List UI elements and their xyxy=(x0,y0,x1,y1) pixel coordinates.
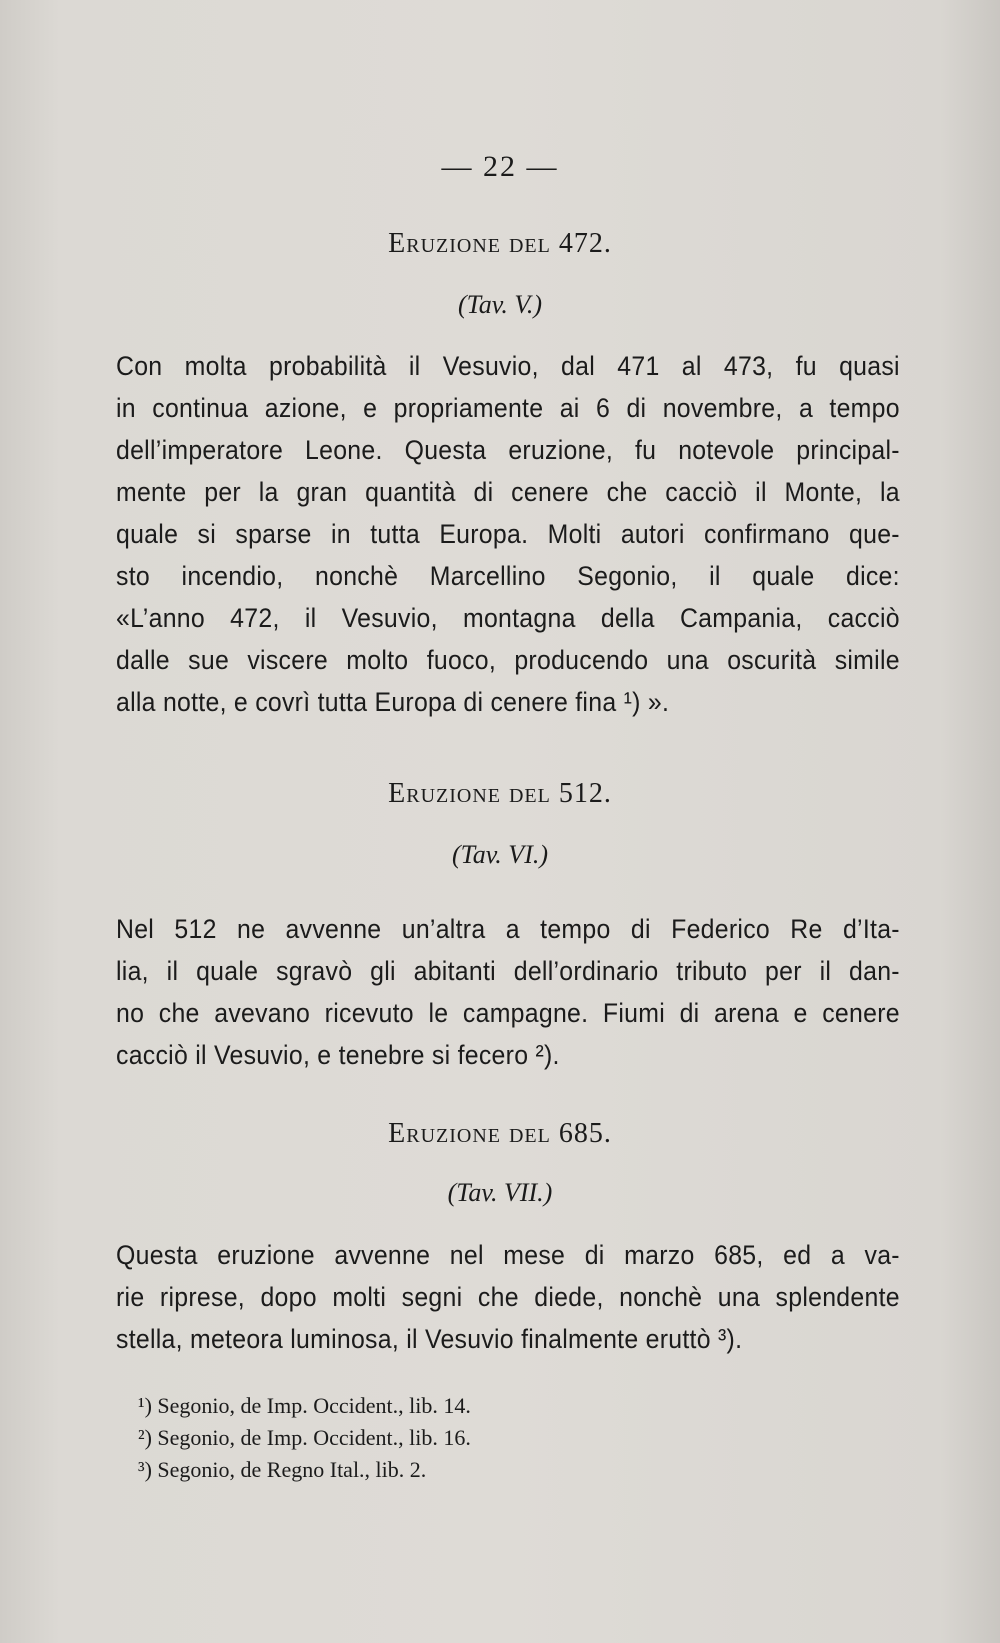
page-number: — 22 — xyxy=(441,150,559,183)
text-line: dalle sue viscere molto fuoco, producendo una oscurità simile xyxy=(116,645,900,675)
section-heading-685: Eruzione del 685. xyxy=(388,1118,612,1149)
section-heading-472: Eruzione del 472. xyxy=(388,228,612,259)
text-line: quale si sparse in tutta Europa. Molti autori confirmano que- xyxy=(116,519,900,549)
text-line: cacciò il Vesuvio, e tenebre si fecero ²). xyxy=(116,1040,560,1070)
paragraph-472 xyxy=(116,345,900,723)
text-line: rie riprese, dopo molti segni che diede, nonchè una splendente xyxy=(116,1282,900,1312)
footnote-2: ²) Segonio, de Imp. Occident., lib. 16. xyxy=(138,1425,471,1450)
text-line: no che avevano ricevuto le campagne. Fiumi di arena e cenere xyxy=(116,998,900,1028)
plate-reference-512: (Tav. VI.) xyxy=(451,840,549,869)
text-line: dell’imperatore Leone. Questa eruzione, fu notevole principal- xyxy=(116,435,900,465)
text-line: sto incendio, nonchè Marcellino Segonio, il quale dice: xyxy=(116,561,900,591)
text-line: stella, meteora luminosa, il Vesuvio finalmente eruttò ³). xyxy=(116,1324,743,1354)
plate-reference-685: (Tav. VII.) xyxy=(447,1178,553,1207)
text-line: «L’anno 472, il Vesuvio, montagna della Campania, cacciò xyxy=(116,603,900,633)
section-heading-512: Eruzione del 512. xyxy=(388,778,612,809)
text-line: in continua azione, e propriamente ai 6 di novembre, a tempo xyxy=(116,393,900,423)
text-line: Questa eruzione avvenne nel mese di marzo 685, ed a va- xyxy=(116,1240,900,1270)
text-line: mente per la gran quantità di cenere che cacciò il Monte, la xyxy=(116,477,900,507)
footnote-3: ³) Segonio, de Regno Ital., lib. 2. xyxy=(138,1457,427,1482)
footnotes xyxy=(138,1390,471,1486)
plate-reference-472: (Tav. V.) xyxy=(457,290,543,319)
text-line: lia, il quale sgravò gli abitanti dell’ordinario tributo per il dan- xyxy=(116,956,900,986)
paragraph-685 xyxy=(116,1234,900,1360)
text-line: Nel 512 ne avvenne un’altra a tempo di Federico Re d’Ita- xyxy=(116,914,900,944)
footnote-1: ¹) Segonio, de Imp. Occident., lib. 14. xyxy=(138,1393,471,1418)
paragraph-512 xyxy=(116,908,900,1076)
text-line: alla notte, e covrì tutta Europa di cenere fina ¹) ». xyxy=(116,687,670,717)
text-line: Con molta probabilità il Vesuvio, dal 471 al 473, fu quasi xyxy=(116,351,900,381)
